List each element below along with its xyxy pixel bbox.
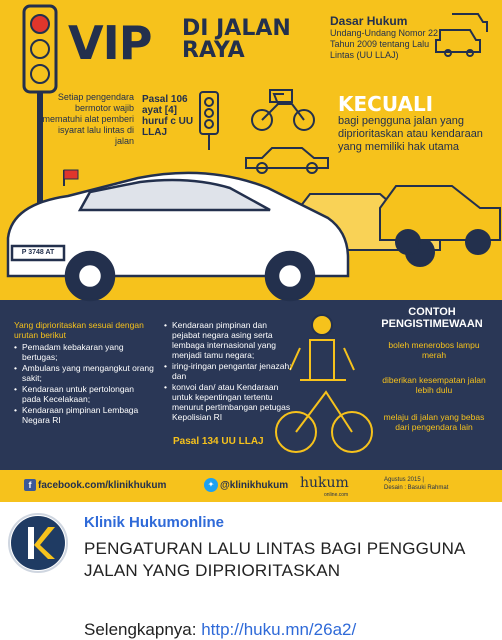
title-raya: RAYA	[182, 38, 245, 63]
read-more	[84, 620, 356, 640]
credit-date: Agustus 2015 |	[384, 477, 424, 483]
hukumonline-logo-sub: online.com	[324, 492, 349, 498]
vip-car-icon	[8, 170, 348, 300]
license-plate: P 3748 AT	[21, 249, 55, 256]
post-headline[interactable]: PENGATURAN LALU LINTAS BAGI PENGGUNA JALAN YANG DIPRIORITASKAN	[84, 539, 465, 580]
list-intro: Yang diprioritaskan sesuai dengan urutan berikut	[14, 320, 144, 340]
list-item: • Pemadam kebakaran yang bertugas;	[14, 342, 154, 362]
contoh-item: boleh menerobos lampu merah	[388, 340, 480, 360]
klinik-hukum-logo-icon	[10, 515, 66, 571]
facebook-handle: facebook.com/klinikhukum	[38, 480, 167, 491]
facebook-icon: f	[24, 479, 36, 491]
read-more-link[interactable]: http://huku.mn/26a2/	[201, 620, 357, 639]
source-name[interactable]: Klinik Hukumonline	[84, 514, 225, 531]
dasar-hukum-text: Undang-Undang Nomor 22 Tahun 2009 tentang Lalu Lintas (UU LLAJ)	[330, 28, 439, 60]
contoh-item: diberikan kesempatan jalan lebih dulu	[382, 375, 486, 395]
list-item: • Ambulans yang mengangkut orang sakit;	[14, 363, 154, 383]
setiap-text: Setiap pengendara bermotor wajib mematuhi alat pemberi isyarat lalu lintas di jalan	[42, 92, 134, 146]
small-traffic-light-icon	[200, 92, 218, 150]
read-more-label: Selengkapnya:	[84, 620, 202, 639]
pasal-134: Pasal 134 UU LLAJ	[173, 436, 264, 447]
contoh-item: melaju di jalan yang bebas dari pengendara lain	[383, 412, 485, 432]
credit	[384, 476, 448, 492]
priority-list-right	[164, 320, 294, 423]
list-item: • iring-iringan pengantar jenazah; dan	[164, 361, 294, 381]
contoh-title: CONTOH PENGISTIMEWAAN	[381, 306, 483, 330]
avatar[interactable]	[8, 513, 68, 573]
dasar-hukum	[330, 14, 450, 61]
priority-list-left	[14, 320, 154, 426]
list-item: • Kendaraan pimpinan Lembaga Negara RI	[14, 405, 154, 425]
list-item: • konvoi dan/ atau Kendaraan untuk kepentingan tertentu menurut pertimbangan petugas Kepolisian RI	[164, 382, 294, 422]
list-item: • Kendaraan untuk pertolongan pada Kecelakaan;	[14, 384, 154, 404]
dasar-hukum-title: Dasar Hukum	[330, 14, 408, 28]
motorcycle-icon	[252, 90, 314, 130]
title-di-jalan-raya	[182, 18, 291, 62]
twitter-icon: ✦	[204, 478, 218, 492]
pasal-106: Pasal 106 ayat [4] huruf c UU LLAJ	[142, 94, 194, 138]
title-di-jalan: DI JALAN	[182, 16, 291, 41]
kecuali-text: bagi pengguna jalan yang diprioritaskan atau kendaraan yang memiliki hak utama	[338, 115, 483, 153]
twitter-handle: @klinikhukum	[220, 480, 289, 491]
kecuali-title: KECUALI	[338, 92, 434, 116]
list-item: • Kendaraan pimpinan dan pejabat negara asing serta lembaga internasional yang menjadi tamu negara;	[164, 320, 294, 360]
hukumonline-logo: hukum	[300, 475, 349, 491]
title-vip: VIP	[68, 16, 152, 70]
sedan-icon	[246, 148, 328, 173]
credit-designer: Desain : Basuki Rahmat	[384, 485, 449, 491]
